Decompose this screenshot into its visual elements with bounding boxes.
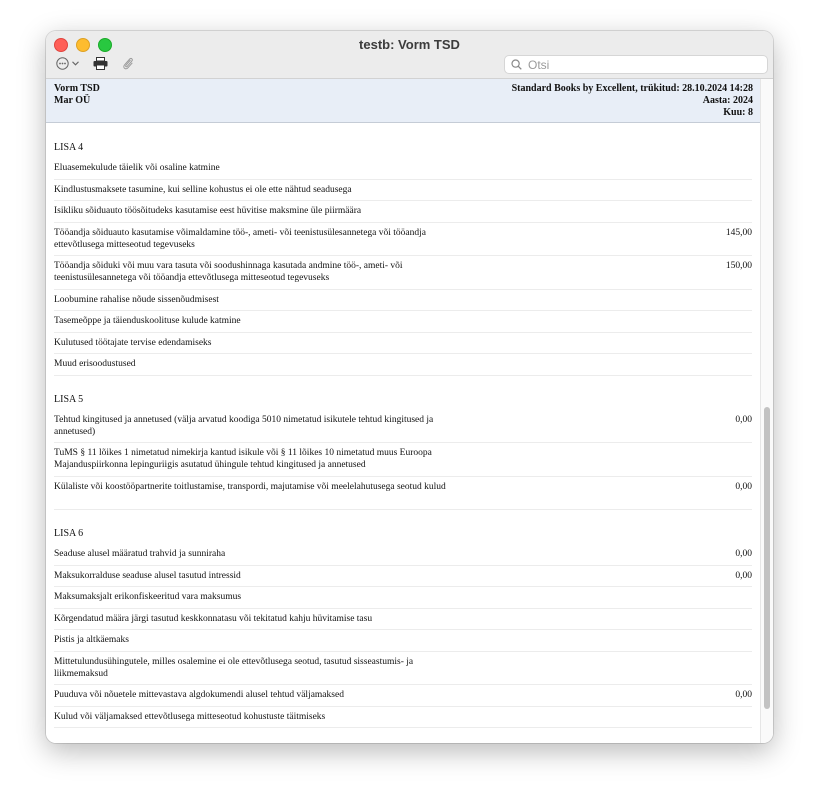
row-label: Isikliku sõiduauto töösõitudeks kasutamise eest hüvitise maksmine üle piirmäära: [54, 206, 362, 216]
row-label: Tehtud kingitused ja annetused (välja arvatud koodiga 5010 nimetatud isikutele tehtud kingitused ja annetused): [54, 414, 434, 437]
section-title: LISA 6: [54, 528, 84, 539]
row-label: Pistis ja altkäemaks: [54, 635, 129, 645]
row-label: Kulud või väljamaksed ettevõtlusega mitteseotud kohustuste täitmiseks: [54, 711, 326, 722]
report-header-left: [54, 83, 100, 107]
table-row: [54, 290, 752, 312]
table-row: [54, 652, 752, 686]
search-input[interactable]: [528, 58, 748, 72]
titlebar: [46, 31, 773, 79]
row-value: 0,00: [735, 570, 752, 581]
row-label: Külaliste või koostööpartnerite toitlustamise, transpordi, majutamise või meelelahutusega seotud kulud: [54, 481, 446, 492]
table-row: [54, 201, 752, 223]
row-label: Loobumine rahalise nõude sissenõudmisest: [54, 294, 219, 305]
report-header-right: [512, 83, 753, 119]
row-label: Seaduse alusel määratud trahvid ja sunniraha: [54, 549, 226, 559]
row-value: 0,00: [735, 690, 752, 700]
attach-button[interactable]: [122, 56, 134, 70]
row-label: Mittetulundusühingutele, milles osalemine ei ole ettevõtlusega seotud, tasutud sisseastumis- ja liikmemaksud: [54, 656, 414, 679]
section-title: LISA 4: [54, 142, 84, 153]
printer-icon: [93, 57, 108, 70]
row-label: Kulutused töötajate tervise edendamiseks: [54, 337, 212, 348]
row-label: Muud erisoodustused: [54, 359, 136, 369]
table-row: [54, 311, 752, 333]
table-row: [54, 158, 752, 180]
table-row: [54, 566, 752, 588]
chevron-down-icon: [72, 61, 79, 66]
row-label: Puuduva või nõuetele mittevastava algdokumendi alusel tehtud väljamaksed: [54, 690, 344, 700]
report-printed-info: Standard Books by Excellent, trükitud: 28.10.2024 14:28: [511, 83, 753, 94]
table-row: [54, 333, 752, 355]
table-row: [54, 180, 752, 202]
report-form-name: Vorm TSD: [54, 83, 100, 94]
table-row: [54, 443, 752, 477]
report-company-name: Mar OÜ: [54, 95, 91, 106]
vertical-scrollbar[interactable]: [760, 79, 773, 743]
toolbar: [56, 56, 134, 70]
table-row: [54, 256, 752, 290]
table-row: [54, 630, 752, 652]
window-title: testb: Vorm TSD: [359, 37, 460, 52]
report-year: Aasta: 2024: [702, 95, 753, 106]
row-label: Tööandja sõiduki või muu vara tasuta või soodushinnaga kasutada andmine töö-, ameti- või teenistusülesannetega või tööandja ettevõtlusega mitteseotud tegevuseks: [54, 261, 403, 283]
section-lisa-5: [54, 390, 752, 511]
table-row: [54, 685, 752, 707]
table-row: [54, 223, 752, 257]
row-value: 150,00: [725, 261, 752, 271]
report-content: [46, 79, 773, 743]
row-label: TuMS § 11 lõikes 1 nimetatud nimekirja kantud isikule või § 11 lõikes 10 nimetatud muus Euroopa Majanduspiirkonna lepinguriigis asutatud ühingule tehtud kingitused ja annetused: [54, 448, 432, 470]
section-lisa-6: [54, 524, 752, 728]
search-field[interactable]: [504, 55, 768, 74]
table-row: [54, 354, 752, 376]
scrollbar-thumb[interactable]: [764, 407, 770, 709]
row-label: Maksumaksjalt erikonfiskeeritud vara maksumus: [54, 592, 242, 602]
row-value: 0,00: [735, 481, 752, 492]
table-row: [54, 609, 752, 631]
table-row: [54, 587, 752, 609]
more-actions-button[interactable]: [56, 57, 79, 70]
row-label: Tasemeõppe ja täienduskoolituse kulude katmine: [54, 316, 241, 326]
row-value: 0,00: [735, 549, 752, 559]
row-label: Tööandja sõiduauto kasutamise võimaldamine töö-, ameti- või teenistusülesannetega või tööandja ettevõtlusega mitteseotud tegevuseks: [54, 227, 426, 250]
row-value: 0,00: [735, 414, 752, 425]
table-row: [54, 707, 752, 729]
table-row: [54, 544, 752, 566]
row-label: Eluasemekulude täielik või osaline katmine: [54, 163, 220, 173]
section-lisa-4: [54, 138, 752, 376]
report-month: Kuu: 8: [723, 107, 753, 118]
row-label: Kõrgendatud määra järgi tasutud keskkonnatasu või tekitatud kahju hüvitamise tasu: [54, 613, 373, 624]
ellipsis-circle-icon: [56, 57, 69, 70]
report-window: [46, 31, 773, 743]
report-header: [46, 79, 773, 123]
search-icon: [511, 59, 522, 70]
paperclip-icon: [122, 56, 134, 70]
section-title: LISA 5: [54, 393, 84, 405]
row-label: Kindlustusmaksete tasumine, kui selline kohustus ei ole ette nähtud seadusega: [54, 184, 352, 195]
table-row: [54, 477, 752, 511]
row-label: Maksukorralduse seaduse alusel tasutud intressid: [54, 570, 241, 581]
row-value: 145,00: [725, 227, 752, 238]
table-row: [54, 410, 752, 444]
print-button[interactable]: [93, 57, 108, 70]
report-body: [54, 134, 752, 728]
